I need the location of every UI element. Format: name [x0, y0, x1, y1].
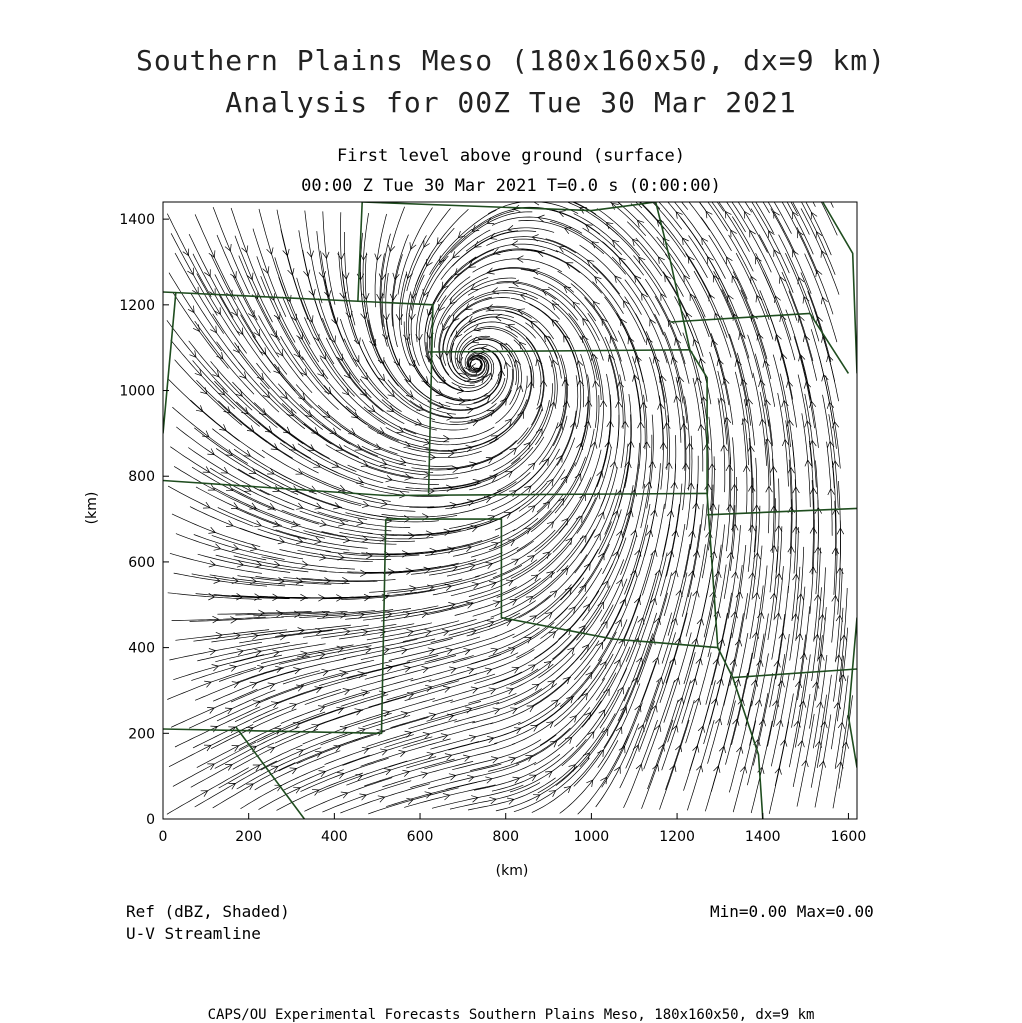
streamline — [492, 747, 574, 791]
streamline-arrow — [657, 174, 664, 181]
streamline — [645, 463, 661, 556]
y-tick-label: 200 — [128, 726, 155, 743]
streamline — [541, 167, 625, 207]
streamline — [771, 209, 811, 294]
streamline — [441, 231, 518, 280]
streamline — [364, 407, 449, 442]
streamline-arrow — [585, 180, 592, 186]
streamline — [171, 340, 235, 409]
streamline — [282, 510, 373, 533]
streamline — [662, 573, 687, 664]
legend-shaded-field: Ref (dBZ, Shaded) — [126, 902, 290, 921]
plot-title-line1: Southern Plains Meso (180x160x50, dx=9 km) — [135, 44, 886, 77]
streamline — [303, 250, 331, 340]
x-tick-label: 1600 — [830, 829, 867, 845]
streamline-arrow — [725, 173, 731, 180]
streamline — [195, 214, 235, 299]
y-axis-label: (km) — [84, 491, 100, 525]
streamline — [237, 657, 328, 682]
y-tick-label: 0 — [146, 812, 155, 828]
streamline — [169, 642, 262, 660]
streamline — [729, 334, 751, 426]
streamline — [553, 473, 602, 553]
streamline — [240, 421, 319, 473]
streamline — [340, 784, 430, 813]
streamline — [492, 635, 571, 685]
streamline — [453, 291, 538, 317]
valid-time-label: 00:00 Z Tue 30 Mar 2021 T=0.0 s (0:00:00) — [301, 176, 721, 196]
streamline — [468, 664, 553, 703]
streamline — [168, 486, 253, 526]
streamline — [456, 317, 536, 338]
streamline-arrow — [774, 173, 780, 180]
streamline — [470, 735, 556, 771]
streamline — [690, 680, 716, 771]
streamline — [750, 316, 775, 407]
streamline — [473, 572, 555, 616]
streamline — [552, 586, 610, 660]
streamline — [451, 212, 533, 253]
streamline — [566, 199, 640, 255]
streamline — [428, 764, 519, 788]
streamline — [302, 357, 366, 425]
streamline — [772, 566, 784, 660]
streamline — [529, 304, 579, 379]
streamline — [644, 573, 672, 663]
x-tick-label: 800 — [492, 829, 520, 845]
x-tick-label: 600 — [406, 829, 434, 845]
streamline — [468, 778, 556, 810]
streamline — [792, 635, 806, 728]
streamline — [631, 204, 690, 278]
streamline — [811, 695, 826, 788]
streamline — [716, 136, 770, 213]
streamline-arrow — [681, 193, 688, 200]
streamline — [385, 619, 477, 641]
streamline — [466, 228, 554, 251]
streamline — [618, 331, 641, 422]
streamline — [258, 422, 337, 472]
streamline — [641, 435, 652, 528]
streamline — [213, 669, 302, 701]
streamline — [673, 201, 725, 279]
streamline-arrow — [788, 193, 794, 200]
x-axis-label: (km) — [495, 863, 529, 879]
border-14 — [163, 292, 176, 433]
streamline-arrow — [696, 174, 703, 181]
streamline — [789, 674, 805, 767]
streamline — [774, 634, 790, 727]
streamline — [750, 653, 769, 745]
streamline — [795, 190, 836, 275]
x-tick-label: 1400 — [744, 829, 781, 845]
streamline — [815, 715, 831, 808]
border-3 — [429, 350, 690, 352]
streamline — [277, 210, 301, 301]
streamline — [805, 394, 817, 488]
streamline — [775, 694, 793, 787]
streamline — [691, 156, 746, 232]
streamline — [392, 235, 409, 327]
streamline — [275, 257, 310, 344]
streamline — [474, 754, 560, 790]
y-tick-label: 400 — [128, 640, 155, 657]
streamline — [296, 385, 369, 444]
streamline — [319, 298, 360, 382]
streamline — [299, 230, 322, 321]
streamline — [382, 509, 475, 517]
streamline — [345, 699, 435, 727]
streamline — [407, 208, 451, 291]
streamline — [360, 379, 437, 430]
x-axis-ticks — [159, 813, 867, 845]
streamline — [536, 659, 602, 725]
streamline — [837, 628, 847, 722]
y-tick-label: 1400 — [119, 212, 155, 229]
streamline — [690, 573, 711, 665]
streamline — [792, 527, 799, 621]
streamline — [787, 126, 834, 208]
streamline-arrow — [745, 173, 751, 180]
streamline — [299, 695, 388, 725]
streamline — [323, 211, 335, 304]
streamline — [753, 373, 767, 466]
streamline — [406, 743, 497, 768]
streamline — [431, 507, 520, 535]
streamline — [281, 229, 308, 319]
streamline — [666, 593, 692, 684]
streamline — [588, 313, 619, 401]
streamline — [511, 383, 552, 464]
streamline — [496, 766, 577, 811]
streamline — [644, 177, 704, 250]
streamline — [255, 659, 346, 684]
streamline — [646, 331, 669, 422]
streamline — [683, 333, 705, 424]
streamline — [587, 150, 660, 209]
streamline — [666, 700, 695, 790]
streamline-arrow — [750, 192, 756, 199]
streamline — [342, 378, 416, 434]
streamline — [556, 251, 624, 314]
streamline — [746, 634, 765, 726]
streamline — [798, 375, 812, 468]
streamline — [711, 701, 735, 792]
level-subtitle: First level above ground (surface) — [337, 146, 685, 166]
streamline-arrow — [769, 193, 775, 200]
streamline — [560, 632, 616, 707]
streamline-arrow — [676, 174, 683, 181]
streamline — [169, 273, 222, 351]
streamline — [814, 548, 821, 642]
streamline — [384, 360, 456, 414]
streamline — [279, 646, 371, 665]
streamline — [214, 488, 300, 525]
streamline — [215, 643, 307, 662]
streamline — [696, 137, 752, 213]
streamline — [256, 470, 342, 508]
streamline-layer — [167, 126, 853, 815]
streamline — [231, 671, 320, 702]
streamline — [684, 593, 707, 684]
streamline — [346, 757, 436, 786]
streamline-arrow — [631, 194, 638, 201]
streamline — [808, 291, 835, 381]
streamline — [304, 778, 392, 812]
streamline — [662, 680, 691, 770]
streamline — [833, 715, 848, 808]
streamline — [832, 548, 837, 642]
streamline — [664, 139, 724, 211]
streamline — [621, 484, 645, 575]
x-tick-label: 1200 — [659, 829, 695, 845]
streamline — [237, 748, 322, 789]
streamline — [321, 251, 345, 342]
streamline — [167, 214, 211, 297]
streamline — [398, 208, 433, 295]
streamline — [555, 429, 594, 513]
streamline — [767, 126, 816, 207]
streamline — [234, 556, 327, 571]
streamline — [321, 624, 414, 639]
streamline-arrow — [701, 193, 707, 200]
x-tick-label: 1000 — [573, 829, 610, 845]
streamline — [552, 300, 597, 380]
min-max-readout: Min=0.00 Max=0.00 — [710, 902, 874, 921]
streamline — [259, 316, 313, 393]
streamline — [583, 228, 648, 295]
streamline — [449, 601, 536, 636]
y-tick-label: 800 — [128, 469, 155, 486]
streamline — [451, 447, 533, 489]
streamline — [364, 514, 458, 520]
streamline — [198, 554, 290, 572]
streamline — [692, 351, 709, 444]
streamline — [174, 573, 267, 586]
streamline — [594, 167, 664, 229]
x-tick-label: 400 — [320, 829, 348, 845]
streamline — [817, 675, 831, 768]
streamline — [471, 511, 552, 557]
streamline — [793, 152, 837, 235]
streamline — [649, 159, 710, 231]
streamline — [793, 694, 810, 787]
border-16 — [823, 202, 857, 373]
streamline — [521, 269, 596, 321]
streamline — [839, 695, 853, 788]
streamline — [278, 384, 350, 444]
streamline — [213, 763, 296, 808]
y-tick-label: 600 — [128, 554, 155, 571]
streamline — [219, 656, 310, 681]
streamline — [492, 217, 582, 233]
streamline — [453, 518, 538, 556]
streamline — [305, 211, 322, 304]
streamline — [535, 356, 555, 445]
streamline — [297, 278, 334, 364]
streamline — [390, 447, 482, 458]
streamline — [819, 356, 836, 449]
streamline — [756, 253, 791, 340]
streamline — [448, 720, 537, 750]
streamline — [317, 231, 336, 323]
streamline — [624, 720, 658, 808]
streamline-arrow — [606, 178, 613, 184]
streamline — [176, 534, 266, 560]
streamline-arrow — [811, 166, 817, 173]
streamline — [643, 141, 706, 211]
streamline — [621, 143, 687, 210]
streamline — [555, 320, 584, 407]
streamline — [704, 545, 721, 638]
streamline — [363, 604, 456, 620]
streamline — [411, 654, 501, 681]
x-tick-label: 200 — [235, 829, 263, 845]
streamline — [241, 766, 325, 809]
streamline — [754, 566, 767, 659]
plot-title-line2: Analysis for 00Z Tue 30 Mar 2021 — [225, 86, 797, 119]
footer-credit: CAPS/OU Experimental Forecasts Southern Plains Meso, 180x160x50, dx=9 km — [207, 1007, 815, 1023]
streamline — [741, 290, 771, 379]
streamline-arrow — [651, 194, 658, 201]
streamline — [815, 607, 826, 701]
streamline — [214, 381, 285, 443]
streamline-arrow — [817, 193, 823, 200]
streamline — [189, 341, 253, 411]
streamline — [640, 553, 667, 643]
streamline — [648, 700, 679, 789]
streamline — [670, 157, 728, 231]
streamline — [488, 728, 570, 771]
streamline — [794, 336, 815, 428]
streamline — [493, 523, 568, 578]
streamline — [794, 587, 805, 681]
streamline — [261, 733, 348, 770]
border-12 — [163, 519, 386, 733]
streamline — [795, 654, 810, 747]
streamline — [763, 153, 810, 235]
streamline — [167, 667, 256, 699]
streamline — [194, 428, 273, 480]
streamline — [450, 783, 540, 810]
streamline — [626, 573, 657, 662]
streamline — [253, 229, 286, 317]
streamline-arrow — [720, 193, 726, 200]
x-tick-label: 0 — [158, 829, 168, 845]
streamline — [233, 644, 325, 663]
streamline — [616, 163, 682, 230]
streamline — [689, 235, 734, 318]
streamline — [722, 154, 773, 233]
streamline — [623, 443, 640, 536]
streamline — [451, 669, 539, 703]
streamline — [368, 788, 459, 814]
streamline — [773, 355, 790, 448]
y-tick-label: 1200 — [119, 297, 155, 314]
legend-streamline: U-V Streamline — [126, 924, 261, 943]
streamline — [473, 259, 562, 273]
streamline — [604, 555, 640, 642]
y-axis-ticks — [119, 212, 169, 828]
streamline — [581, 354, 589, 447]
streamline — [539, 498, 596, 572]
streamline — [797, 714, 814, 807]
streamline — [721, 316, 747, 407]
streamline — [750, 546, 762, 639]
streamline — [235, 236, 273, 322]
streamline — [722, 289, 753, 378]
streamline — [261, 645, 353, 664]
streamline — [259, 209, 287, 299]
y-tick-label: 1000 — [119, 383, 155, 400]
streamline-arrow — [793, 166, 799, 173]
streamline-arrow — [626, 176, 633, 183]
streamline — [450, 314, 514, 362]
streamline — [430, 722, 520, 749]
streamline — [172, 407, 247, 463]
streamline — [381, 602, 473, 621]
streamline — [211, 709, 296, 749]
streamline — [585, 297, 626, 381]
streamline — [735, 372, 748, 465]
streamline — [409, 590, 500, 614]
streamline — [802, 413, 811, 507]
streamline — [564, 157, 642, 208]
streamline — [836, 568, 843, 662]
border-17 — [848, 618, 857, 768]
streamline — [323, 679, 413, 706]
streamline-arrow — [553, 193, 560, 200]
streamline — [705, 720, 730, 811]
streamline — [407, 636, 498, 661]
streamline — [752, 506, 760, 600]
streamline — [770, 614, 785, 707]
streamline — [768, 654, 785, 747]
streamline — [753, 673, 772, 765]
streamline — [771, 674, 789, 767]
streamline — [752, 614, 769, 707]
border-2 — [358, 202, 362, 301]
